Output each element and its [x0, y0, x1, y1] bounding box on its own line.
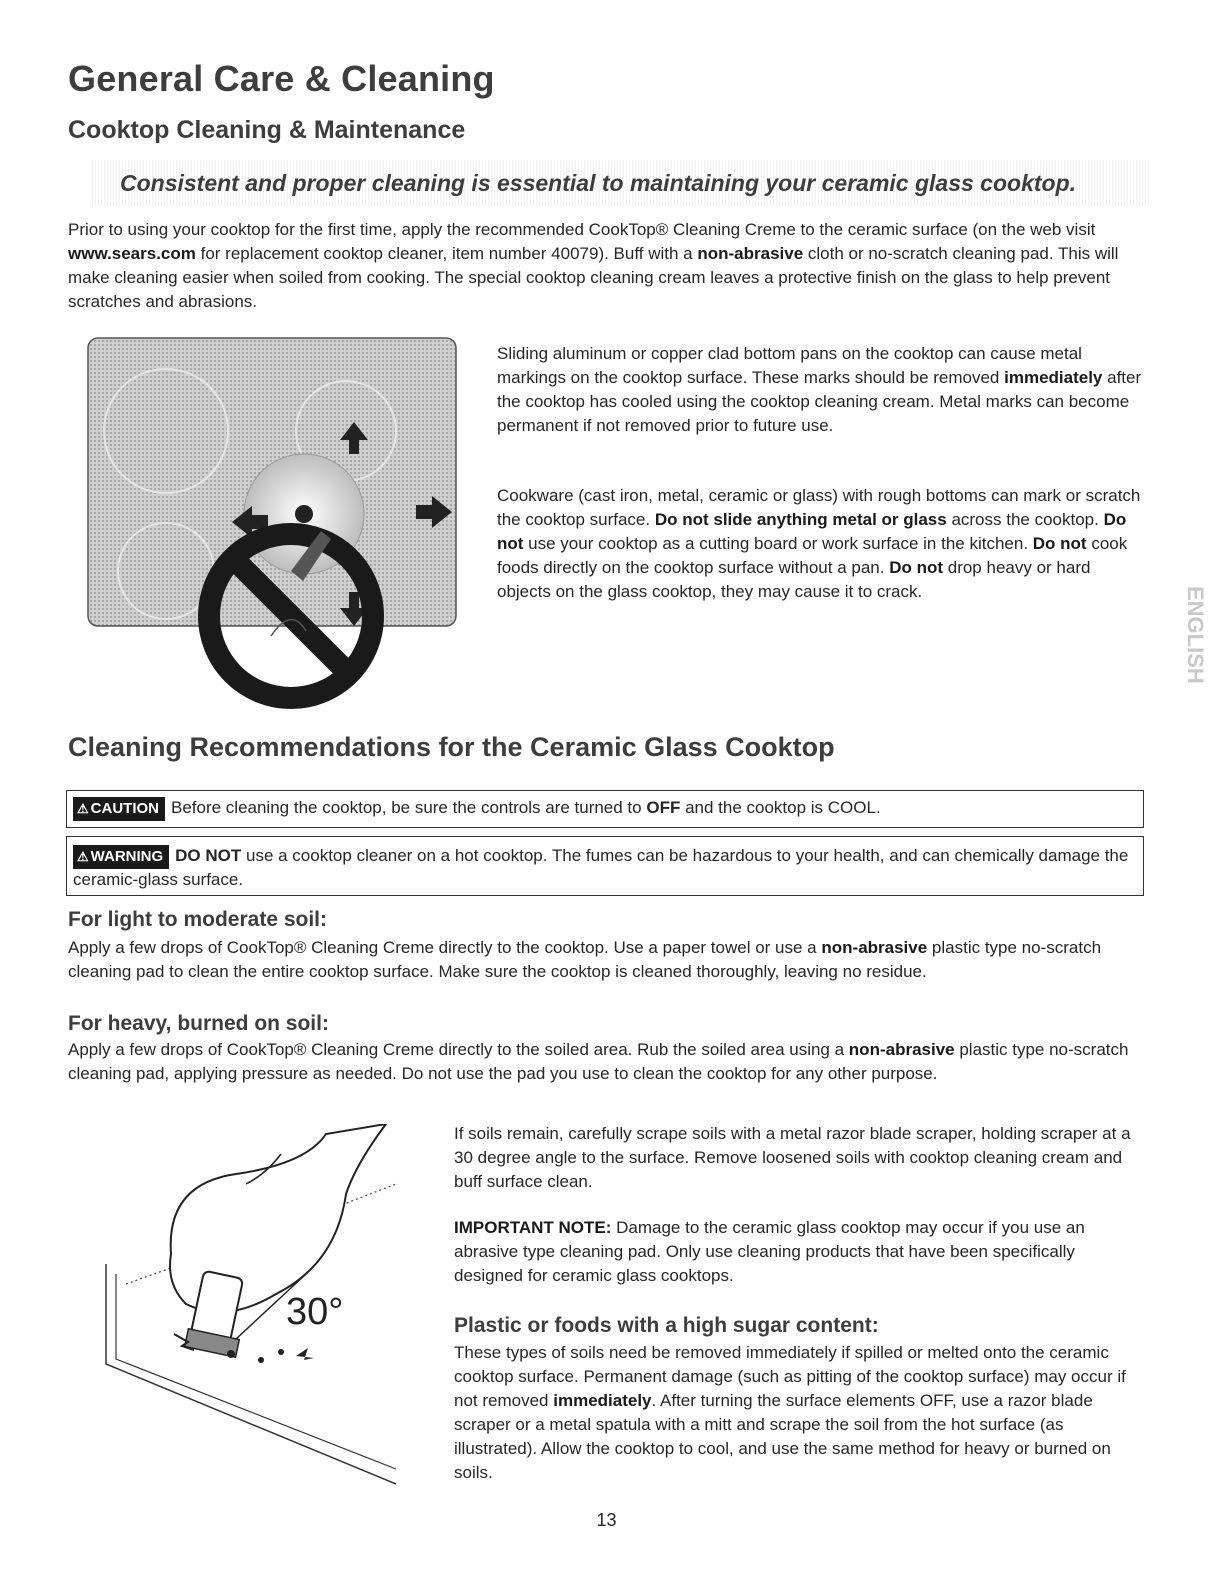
cookware-paragraph: Cookware (cast iron, metal, ceramic or glass) with rough bottoms can mark or scratch the cooktop surface. Do not slide anything metal or glass across the cooktop. Do not use your cooktop as a cutting board or work surface in the kitchen. Do not cook foods directly on the cooktop surface without a pan. Do not drop heavy or hard objects on the glass cooktop, they may cause it to crack. [497, 486, 1141, 601]
caution-box: ⚠ CAUTION Before cleaning the cooktop, be sure the controls are turned to OFF and the cooktop is COOL. [66, 790, 1144, 828]
warning-box: ⚠ WARNING DO NOT use a cooktop cleaner on a hot cooktop. The fumes can be hazardous to your health, and can chemically damage the ceramic-glass surface. [66, 836, 1144, 896]
light-soil-paragraph: Apply a few drops of CookTop® Cleaning Creme directly to the cooktop. Use a paper towel or use a non-abrasive plastic type no-scratch cleaning pad to clean the entire cooktop surface. Make sure the cooktop is cleaned thoroughly, leaving no residue. [68, 938, 1102, 981]
sears-link[interactable]: www.sears.com [68, 244, 196, 263]
heavy-soil-paragraph: Apply a few drops of CookTop® Cleaning Creme directly to the soiled area. Rub the soiled area using a non-abrasive plastic type no-scratch cleaning pad, applying pressure as needed. Do not use the pad you use to clean the cooktop for any other purpose. [68, 1040, 1129, 1083]
scrape-paragraph: If soils remain, carefully scrape soils with a metal razor blade scraper, holding scraper at a 30 degree angle to the surface. Remove loosened soils with cooktop cleaning cream and buff surface clean. [454, 1124, 1131, 1191]
angle-label: 30° [286, 1291, 344, 1333]
sugar-paragraph: These types of soils need be removed immediately if spilled or melted onto the ceramic cooktop surface. Permanent damage (such as pitting of the cooktop surface) may occur if not removed immediately. After turning the surface elements OFF, use a razor blade scraper or a metal spatula with a mitt and scrape the soil from the hot surface (as illustrated). Allow the cooktop to cool, and use the same method for heavy or burned on soils. [454, 1343, 1126, 1482]
warning-triangle-icon: ⚠ [77, 801, 89, 816]
warning-triangle-icon: ⚠ [77, 849, 89, 864]
important-note-paragraph: IMPORTANT NOTE: Damage to the ceramic glass cooktop may occur if you use an abrasive type cleaning pad. Only use cleaning products that have been specifically designed for ceramic glass cooktops. [454, 1218, 1085, 1285]
sliding-paragraph: Sliding aluminum or copper clad bottom pans on the cooktop can cause metal markings on the cooktop surface. These marks should be removed immediately after the cooktop has cooled using the cooktop cleaning cream. Metal marks can become permanent if not removed prior to future use. [497, 344, 1142, 435]
sugar-heading: Plastic or foods with a high sugar content: [454, 1314, 879, 1337]
page-subtitle: Cooktop Cleaning & Maintenance [68, 116, 466, 144]
caution-label: ⚠ CAUTION [73, 797, 165, 821]
intro-paragraph: Prior to using your cooktop for the first time, apply the recommended CookTop® Cleaning Creme to the ceramic surface (on the web visit www.sears.com for replacement cooktop cleaner, item number 40079). Buff with a non-abrasive cloth or no-scratch cleaning pad. This will make cleaning easier when soiled from cooking. The special cooktop cleaning cream leaves a protective finish on the glass to help prevent scratches and abrasions. [68, 220, 1119, 311]
heavy-soil-heading: For heavy, burned on soil: [68, 1012, 329, 1035]
scraper-illustration [96, 1124, 416, 1494]
page-title: General Care & Cleaning [68, 58, 495, 99]
tagline: Consistent and proper cleaning is essential to maintaining your ceramic glass cooktop. [120, 170, 1077, 196]
recommendations-heading: Cleaning Recommendations for the Ceramic Glass Cooktop [68, 732, 835, 762]
light-soil-heading: For light to moderate soil: [68, 908, 328, 931]
language-side-tab: ENGLISH [1183, 586, 1208, 684]
page-number: 13 [596, 1510, 617, 1530]
warning-label: ⚠ WARNING [73, 845, 169, 869]
cooktop-no-sliding-illustration [86, 336, 476, 716]
